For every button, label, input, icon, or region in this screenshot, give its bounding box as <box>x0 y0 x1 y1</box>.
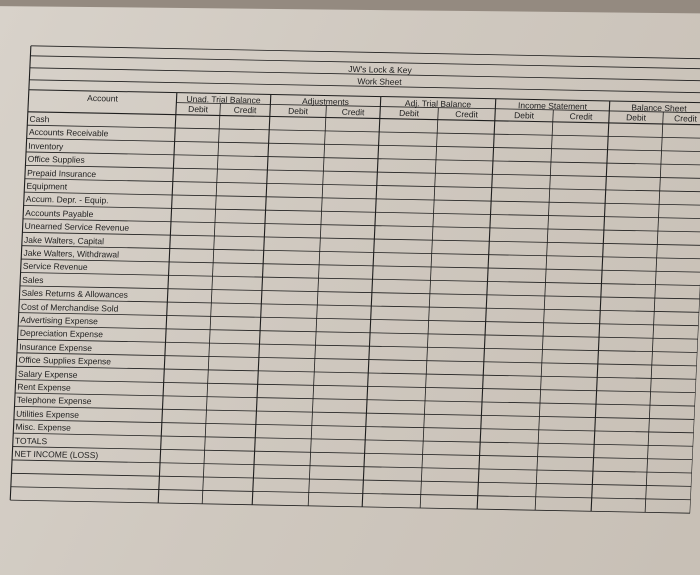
grid-line <box>13 433 693 446</box>
account-row-label: Jake Walters, Withdrawal <box>23 247 120 260</box>
grid-line <box>15 393 695 406</box>
grid-line <box>11 473 691 486</box>
account-row-label: Sales Returns & Allowances <box>21 287 129 300</box>
account-row-label: Telephone Expense <box>16 395 92 407</box>
grid-line <box>308 106 326 506</box>
grid-line <box>21 259 700 272</box>
credit-header: Credit <box>673 113 698 124</box>
column-group-header: Adj. Trial Balance <box>404 98 472 110</box>
grid-line <box>12 460 692 473</box>
account-row-label: Depreciation Expense <box>19 328 104 340</box>
account-row-label: Accounts Receivable <box>28 127 109 139</box>
grid-line <box>24 192 700 205</box>
debit-header: Debit <box>187 103 209 115</box>
sheet-title: Work Sheet <box>357 76 402 87</box>
account-row-label: Accum. Depr. - Equip. <box>25 194 109 206</box>
column-group-header: Balance Sheet <box>631 102 687 114</box>
grid-line <box>14 420 694 433</box>
account-row-label: Office Supplies Expense <box>18 354 112 367</box>
account-row-label: Accounts Payable <box>25 207 94 219</box>
column-group-header: Adjustments <box>301 96 350 107</box>
grid-line <box>22 246 700 259</box>
account-row-label: Salary Expense <box>17 368 78 380</box>
grid-line <box>25 179 700 192</box>
debit-header: Debit <box>625 112 647 123</box>
grid-line <box>19 299 699 312</box>
account-row-label: Utilities Expense <box>15 408 80 420</box>
column-group-header: Income Statement <box>517 100 588 112</box>
grid-line <box>27 139 700 152</box>
grid-line <box>22 232 700 245</box>
grid-line <box>11 487 691 500</box>
account-row-label: Cost of Merchandise Sold <box>20 301 119 314</box>
account-row-label: Office Supplies <box>27 153 85 166</box>
account-row-label: Insurance Expense <box>18 341 93 353</box>
grid-line <box>16 380 696 393</box>
account-row-label: NET INCOME (LOSS) <box>14 448 99 461</box>
grid-line <box>27 125 700 138</box>
grid-line <box>31 46 700 59</box>
grid-line <box>24 206 700 219</box>
grid-line <box>25 165 700 178</box>
account-row-label: Rent Expense <box>17 381 72 393</box>
grid-line <box>19 313 699 326</box>
grid-line <box>13 447 693 460</box>
credit-header: Credit <box>341 106 365 118</box>
grid-line <box>535 110 553 510</box>
grid-line <box>26 152 700 165</box>
grid-line <box>10 500 690 513</box>
company-name: JW's Lock & Key <box>348 63 412 76</box>
account-row-label: Equipment <box>26 180 68 192</box>
debit-header: Debit <box>287 105 309 117</box>
column-group-header: Unad. Trial Balance <box>186 93 261 106</box>
account-row-label: TOTALS <box>14 435 48 446</box>
grid-line <box>18 339 698 352</box>
account-row-label: Service Revenue <box>22 261 88 273</box>
account-row-label: Unearned Service Revenue <box>24 220 130 233</box>
grid-line <box>420 108 438 508</box>
grid-line <box>18 326 698 339</box>
grid-line <box>17 353 697 366</box>
account-row-label: Misc. Expense <box>15 421 72 433</box>
debit-header: Debit <box>513 110 535 121</box>
account-row-label: Prepaid Insurance <box>26 167 97 179</box>
grid-line <box>202 103 220 503</box>
account-row-label: Cash <box>29 113 50 125</box>
grid-line <box>645 112 663 512</box>
grid-line <box>14 406 694 419</box>
account-header: Account <box>86 92 119 104</box>
grid-line <box>16 366 696 379</box>
credit-header: Credit <box>454 108 479 120</box>
grid-line <box>21 272 700 285</box>
account-row-label: Inventory <box>28 140 64 152</box>
account-row-label: Jake Walters, Capital <box>23 234 105 246</box>
credit-header: Credit <box>569 111 593 122</box>
credit-header: Credit <box>233 104 257 116</box>
debit-header: Debit <box>398 107 420 119</box>
account-row-label: Advertising Expense <box>20 314 99 327</box>
account-row-label: Sales <box>22 274 44 285</box>
